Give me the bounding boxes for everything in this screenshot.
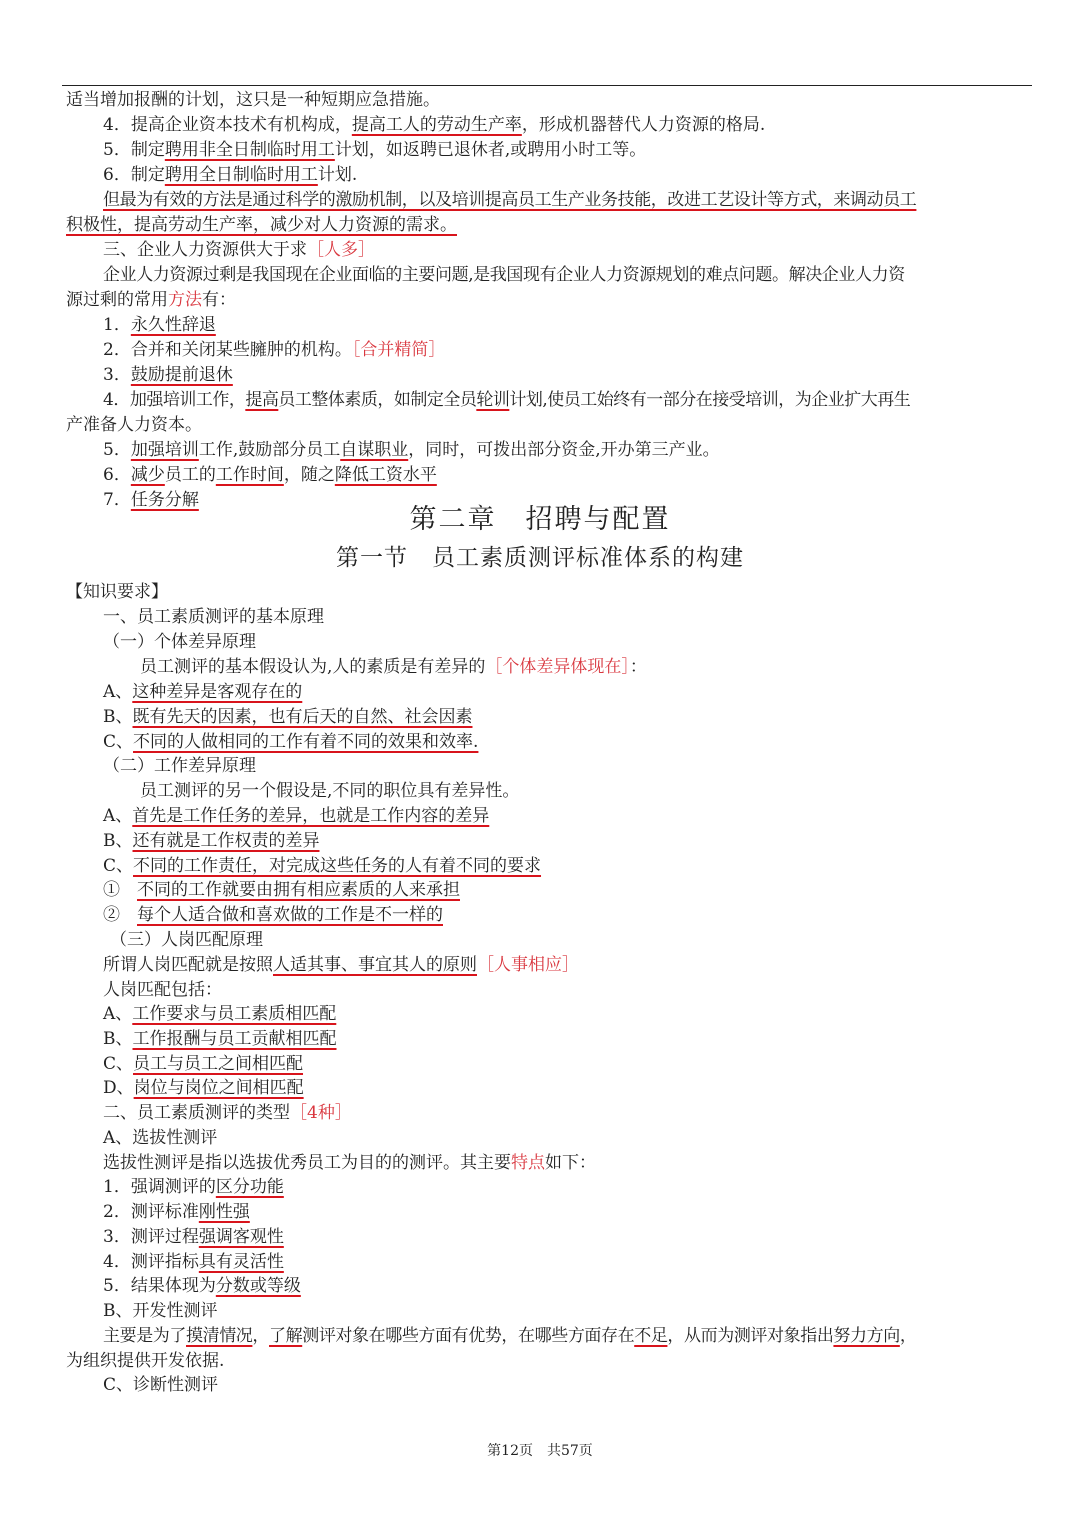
list-item: B、工作报酬与员工贡献相匹配 (103, 1029, 337, 1049)
section-heading: 三、企业人力资源供大于求［人多］ (103, 240, 375, 260)
list-item: A、工作要求与员工素质相匹配 (103, 1004, 337, 1024)
list-item: C、员工与员工之间相匹配 (103, 1054, 304, 1074)
text-line: 源过剩的常用方法有： (66, 290, 236, 310)
list-item: 3．鼓励提前退休 (103, 365, 233, 385)
text-line: 6．制定聘用全日制临时用工计划. (103, 165, 358, 185)
list-item: 2．测评标准刚性强 (103, 1202, 250, 1222)
text-line: 主要是为了摸清情况，了解测评对象在哪些方面有优势，在哪些方面存在不足，从而为测评对象指出努力方向， (103, 1326, 917, 1346)
text-line: 企业人力资源过剩是我国现在企业面临的主要问题,是我国现有企业人力资源规划的难点问题。解决企业人力资 (103, 265, 905, 285)
list-item: 4．加强培训工作，提高员工整体素质，如制定全员轮训计划,使员工始终有一部分在接受培训，为企业扩大再生 (103, 390, 911, 410)
subsection-heading: B、开发性测评 (103, 1301, 218, 1321)
list-item: 5．加强培训工作,鼓励部分员工自谋职业，同时，可拨出部分资金,开办第三产业。 (103, 440, 720, 460)
text-line: 5．制定聘用非全日制临时用工计划，如返聘已退休者,或聘用小时工等。 (103, 140, 647, 160)
list-item: 7．任务分解 (103, 490, 199, 510)
subsection-heading: （二）工作差异原理 (103, 756, 256, 776)
list-item: 6．减少员工的工作时间，随之降低工资水平 (103, 465, 437, 485)
list-item: C、不同的工作责任，对完成这些任务的人有着不同的要求 (103, 856, 542, 876)
subsection-heading: C、诊断性测评 (103, 1375, 219, 1395)
chapter-title: 第二章 招聘与配置 (409, 504, 671, 535)
text-line: 4．提高企业资本技术有机构成，提高工人的劳动生产率，形成机器替代人力资源的格局. (103, 115, 766, 135)
header-rule (62, 85, 1032, 86)
list-item: A、首先是工作任务的差异，也就是工作内容的差异 (103, 806, 490, 826)
list-item: 2．合并和关闭某些臃肿的机构。［合并精简］ (103, 340, 446, 360)
subsection-heading: （一）个体差异原理 (103, 632, 256, 652)
list-item: 5．结果体现为分数或等级 (103, 1276, 301, 1296)
text-line: 产准备人力资本。 (66, 415, 202, 435)
section-heading: 一、员工素质测评的基本原理 (103, 607, 324, 627)
text-line: 积极性，提高劳动生产率，减少对人力资源的需求。 (66, 215, 457, 235)
list-item: D、岗位与岗位之间相匹配 (103, 1078, 304, 1098)
section-heading: 二、员工素质测评的类型［4种］ (103, 1103, 352, 1123)
list-item: C、不同的人做相同的工作有着不同的效果和效率. (103, 732, 479, 752)
text-line: 所谓人岗匹配就是按照人适其事、事宜其人的原则［人事相应］ (103, 955, 579, 975)
text-line: 员工测评的另一个假设是,不同的职位具有差异性。 (140, 781, 520, 801)
text-line: 选拔性测评是指以选拔优秀员工为目的的测评。其主要特点如下： (103, 1153, 596, 1173)
text-line: 员工测评的基本假设认为,人的素质是有差异的［个体差异体现在］： (140, 657, 647, 677)
list-item: 1．永久性辞退 (103, 315, 216, 335)
text-line: 为组织提供开发依据. (66, 1351, 225, 1371)
list-item: 1．强调测评的区分功能 (103, 1177, 284, 1197)
list-item: 3．测评过程强调客观性 (103, 1227, 284, 1247)
text-line: 但最为有效的方法是通过科学的激励机制，以及培训提高员工生产业务技能，改进工艺设计等方式，来调动员工 (103, 190, 917, 210)
section-title: 第一节 员工素质测评标准体系的构建 (336, 545, 744, 571)
list-item: ① 不同的工作就要由拥有相应素质的人来承担 (103, 880, 460, 900)
text-line: 适当增加报酬的计划，这只是一种短期应急措施。 (66, 90, 440, 110)
list-item: A、这种差异是客观存在的 (103, 682, 303, 702)
list-item: B、既有先天的因素，也有后天的自然、社会因素 (103, 707, 473, 727)
subsection-heading: （三）人岗匹配原理 (110, 930, 263, 950)
subsection-heading: A、选拔性测评 (103, 1128, 218, 1148)
list-item: ② 每个人适合做和喜欢做的工作是不一样的 (103, 905, 443, 925)
page-number: 第12页 共57页 (487, 1443, 593, 1459)
knowledge-label: 【知识要求】 (66, 582, 168, 602)
list-item: 4．测评指标具有灵活性 (103, 1252, 284, 1272)
text-line: 人岗匹配包括： (103, 980, 222, 1000)
list-item: B、还有就是工作权责的差异 (103, 831, 320, 851)
